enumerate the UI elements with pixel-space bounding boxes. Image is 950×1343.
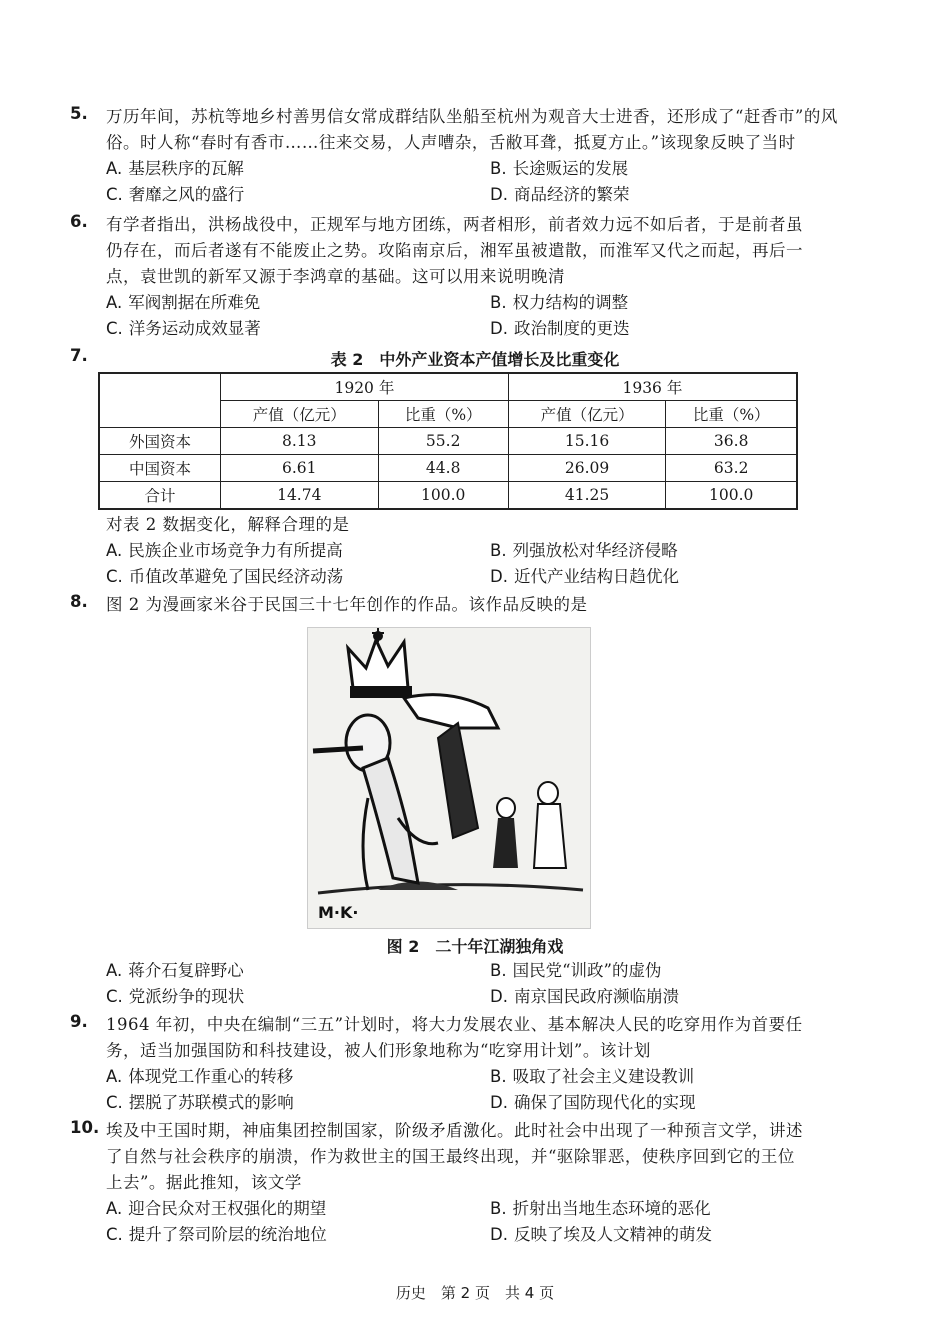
table-col-header: 产值（亿元）	[508, 401, 666, 428]
question-8	[70, 592, 850, 618]
question-stem: 有学者指出，洪杨战役中，正规军与地方团练，两者相形，前者效力远不如后者，于是前者虽 仍存在，而后者遂有不能废止之势。攻陷南京后，湘军虽被遣散，而淮军又代之而起，再后一 点，袁世凯的新军又源于李鸿章的基础。这可以用来说明晚清	[106, 215, 803, 286]
option-d[interactable]: D. 反映了埃及人文精神的萌发	[490, 1225, 712, 1244]
option-d[interactable]: D. 商品经济的繁荣	[490, 185, 630, 204]
option-c[interactable]: C. 洋务运动成效显著	[106, 319, 261, 338]
table-row: 合计 14.74 100.0 41.25 100.0	[99, 482, 797, 510]
options	[106, 156, 850, 208]
options	[106, 1064, 850, 1116]
question-5	[70, 104, 850, 208]
option-a[interactable]: A. 体现党工作重心的转移	[106, 1067, 294, 1086]
options	[106, 538, 850, 590]
table-title: 表 2 中外产业资本产值增长及比重变化	[330, 350, 620, 369]
option-c[interactable]: C. 奢靡之风的盛行	[106, 185, 245, 204]
option-d[interactable]: D. 政治制度的更迭	[490, 319, 630, 338]
question-number: 10.	[70, 1118, 100, 1137]
page-footer: 历史 第 2 页 共 4 页	[395, 1284, 555, 1302]
cartoon-illustration	[308, 628, 590, 928]
question-6	[70, 212, 850, 342]
option-c[interactable]: C. 提升了祭司阶层的统治地位	[106, 1225, 327, 1244]
question-number: 9.	[70, 1012, 88, 1031]
cartoon-figure	[307, 627, 591, 929]
figure-caption: 图 2 二十年江湖独角戏	[386, 937, 564, 956]
table-year-header: 1920 年	[221, 373, 509, 401]
options	[106, 290, 850, 342]
question-number: 6.	[70, 212, 88, 231]
option-d[interactable]: D. 近代产业结构日趋优化	[490, 567, 679, 586]
option-c[interactable]: C. 党派纷争的现状	[106, 987, 245, 1006]
question-number: 7.	[70, 346, 88, 365]
table-col-header: 比重（%）	[666, 401, 797, 428]
question-stem: 万历年间，苏杭等地乡村善男信女常成群结队坐船至杭州为观音大士进香，还形成了“赶香市”的风 俗。时人称“春时有香市……往来交易，人声嘈杂，舌敝耳聋，抵夏方止。”该现象反映了当时	[106, 107, 838, 152]
question-stem: 图 2 为漫画家米谷于民国三十七年创作的作品。该作品反映的是	[106, 595, 588, 614]
question-8-options	[70, 958, 850, 1010]
table-header-row	[99, 373, 797, 401]
option-a[interactable]: A. 军阀割据在所难免	[106, 293, 261, 312]
table-year-header: 1936 年	[508, 373, 797, 401]
table-row: 外国资本 8.13 55.2 15.16 36.8	[99, 428, 797, 455]
data-table	[98, 372, 798, 510]
option-d[interactable]: D. 南京国民政府濒临崩溃	[490, 987, 679, 1006]
question-stem: 1964 年初，中央在编制“三五”计划时，将大力发展农业、基本解决人民的吃穿用作为首要任 务，适当加强国防和科技建设，被人们形象地称为“吃穿用计划”。该计划	[106, 1015, 803, 1060]
question-7-stem	[70, 512, 850, 590]
question-10	[70, 1118, 850, 1248]
option-b[interactable]: B. 长途贩运的发展	[490, 159, 629, 178]
question-stem: 埃及中王国时期，神庙集团控制国家，阶级矛盾激化。此时社会中出现了一种预言文学，讲述 了自然与社会秩序的崩溃，作为救世主的国王最终出现，并“驱除罪恶，使秩序回到它的王位 上去”。据此推知，该文学	[106, 1121, 803, 1192]
question-9	[70, 1012, 850, 1116]
cartoon-signature: M·K·	[318, 903, 359, 922]
option-a[interactable]: A. 蒋介石复辟野心	[106, 961, 244, 980]
option-c[interactable]: C. 币值改革避免了国民经济动荡	[106, 567, 344, 586]
option-b[interactable]: B. 吸取了社会主义建设教训	[490, 1067, 695, 1086]
table-col-header: 产值（亿元）	[221, 401, 379, 428]
option-a[interactable]: A. 基层秩序的瓦解	[106, 159, 244, 178]
option-c[interactable]: C. 摆脱了苏联模式的影响	[106, 1093, 294, 1112]
table-col-header: 比重（%）	[378, 401, 508, 428]
option-b[interactable]: B. 折射出当地生态环境的恶化	[490, 1199, 711, 1218]
table-row: 中国资本 6.61 44.8 26.09 63.2	[99, 455, 797, 482]
table-corner-cell	[99, 373, 221, 428]
option-d[interactable]: D. 确保了国防现代化的实现	[490, 1093, 696, 1112]
option-b[interactable]: B. 国民党“训政”的虚伪	[490, 961, 662, 980]
option-b[interactable]: B. 权力结构的调整	[490, 293, 629, 312]
options	[106, 958, 850, 1010]
option-a[interactable]: A. 迎合民众对王权强化的期望	[106, 1199, 327, 1218]
question-stem: 对表 2 数据变化，解释合理的是	[106, 515, 350, 534]
question-number: 8.	[70, 592, 88, 611]
options	[106, 1196, 850, 1248]
question-number: 5.	[70, 104, 88, 123]
option-a[interactable]: A. 民族企业市场竞争力有所提高	[106, 541, 343, 560]
option-b[interactable]: B. 列强放松对华经济侵略	[490, 541, 678, 560]
